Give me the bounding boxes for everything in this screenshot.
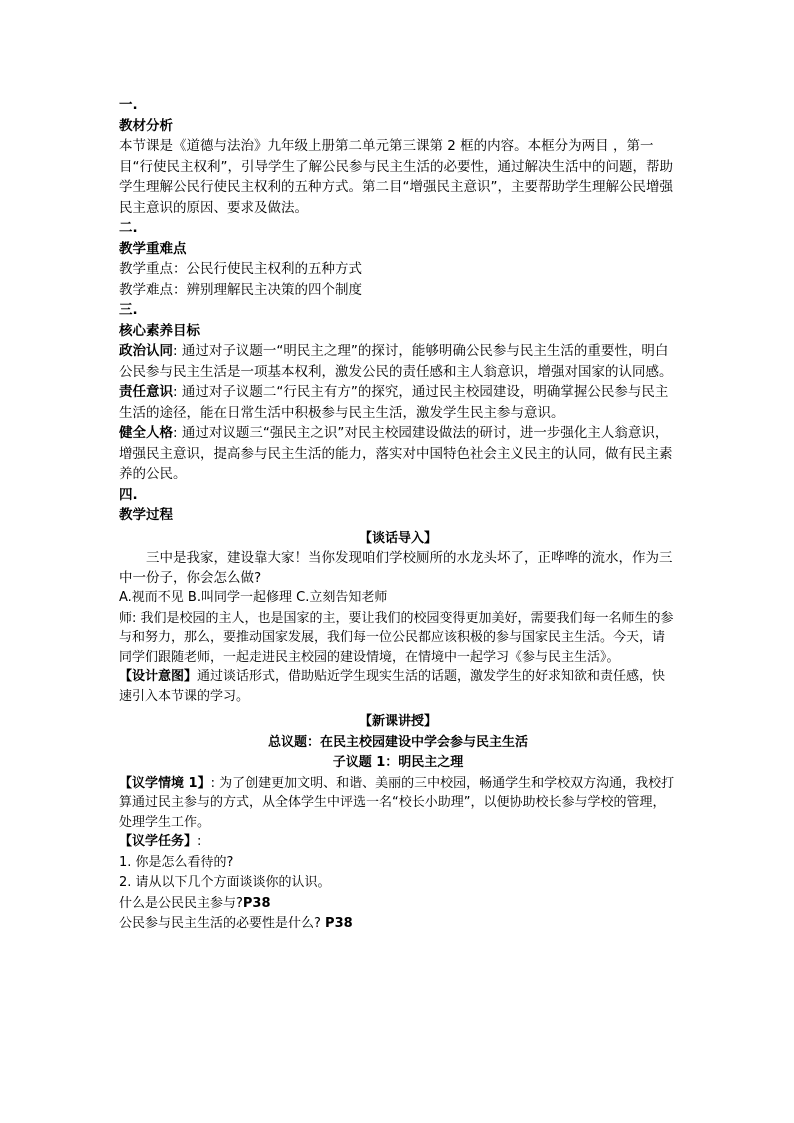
section-title-textbook-analysis: 教材分析	[119, 117, 173, 134]
section-title-key-points: 教学重难点	[119, 240, 187, 257]
section-number-1: 一.	[119, 97, 138, 113]
scenario-1	[119, 774, 677, 833]
goal-label: 政治认同	[119, 343, 173, 359]
task-item: 1. 你是怎么看待的?	[119, 854, 234, 870]
design-intent	[119, 667, 677, 706]
scenario-label: 【议学情境 1】	[119, 775, 211, 791]
design-intent-label: 【设计意图】	[119, 669, 198, 684]
textbook-analysis-paragraph: 本节课是《道德与法治》九年级上册第二单元第三课第 2 框的内容。本框分为两目 ，第一目“行使民主权利”，引导学生了解公民参与民主生活的必要性，通过解决生活中的问题，帮助学生理解公民行使民主权利的五种方式。第二目“增强民主意识”，主要帮助学生理解公民增强民主意识的原因、要求及做法。	[119, 138, 673, 216]
goal-personality	[119, 423, 677, 485]
task-heading	[119, 832, 677, 853]
task-colon: :	[197, 834, 202, 849]
goal-label: 责任意识	[119, 384, 173, 400]
page-reference: P38	[325, 916, 353, 931]
page-reference: P38	[242, 895, 271, 911]
teacher-paragraph: 师: 我们是校园的主人，也是国家的主，要让我们的校园变得更加美好，需要我们每一名师生的参与和努力，那么，要推动国家发展，我们每一位公民都应该积极的参与国家民主生活。今天，请同学们跟随老师，一起走进民主校园的建设情境，在情境中一起学习《参与民主生活》。	[119, 610, 674, 665]
teaching-difficult-point: 教学难点：辨别理解民主决策的四个制度	[119, 281, 362, 298]
design-intent-text: 通过谈话形式，借助贴近学生现实生活的话题，激发学生的好求知欲和责任感，快速引入本节课的学习。	[119, 669, 666, 704]
intro-paragraph: 三中是我家，建设靠大家！当你发现咱们学校厕所的水龙头坏了，正哗哗的流水，作为三中一份子，你会怎么做?	[119, 550, 673, 586]
section-number-3: 三.	[119, 302, 138, 318]
question-item	[119, 894, 677, 915]
section-number-4: 四.	[119, 486, 138, 503]
scenario-text: : 为了创建更加文明、和谐、美丽的三中校园，畅通学生和学校双方沟通，我校打算通过民主参与的方式，从全体学生中评选一名“校长小助理”，以便协助校长参与学校的管理，处理学生工作。	[119, 775, 675, 830]
teaching-key-point: 教学重点：公民行使民主权利的五种方式	[119, 261, 362, 277]
goal-political-identity	[119, 341, 677, 382]
main-topic: 总议题：在民主校园建设中学会参与民主生活	[267, 734, 528, 750]
goal-text: : 通过对议题三“强民主之识”对民主校园建设做法的研讨，进一步强化主人翁意识，增强民主意识，提高参与民主生活的能力，落实对中国特色社会主义民主的认同，做有民主素养的公民。	[119, 425, 673, 482]
question-text: 公民参与民主生活的必要性是什么?	[119, 916, 321, 931]
goal-text: : 通过对子议题二“行民主有方”的探究，通过民主校园建设，明确掌握公民参与民主生活的途径，能在日常生活中积极参与民主生活，激发学生民主参与意识。	[119, 384, 669, 421]
sub-topic-1: 子议题 1：明民主之理	[332, 755, 464, 770]
section-title-core-goals: 核心素养目标	[119, 322, 200, 339]
goal-responsibility	[119, 382, 677, 423]
goal-text: : 通过对子议题一“明民主之理”的探讨，能够明确公民参与民主生活的重要性，明白公民参与民主生活是一项基本权利，激发公民的责任感和主人翁意识，增强对国家的认同感。	[119, 343, 673, 380]
goal-label: 健全人格	[119, 425, 173, 441]
question-item	[119, 914, 677, 935]
answer-options: A.视而不见 B.叫同学一起修理 C.立刻告知老师	[119, 590, 388, 605]
document-content	[119, 95, 677, 935]
intro-heading: 【谈话导入】	[358, 530, 437, 546]
new-lesson-heading: 【新课讲授】	[358, 714, 437, 729]
task-item: 2. 请从以下几个方面谈谈你的认识。	[119, 875, 331, 890]
question-text: 什么是公民民主参与?	[119, 895, 243, 911]
section-title-teaching-process: 教学过程	[119, 507, 173, 523]
task-label: 【议学任务】	[119, 834, 198, 849]
section-number-2: 二.	[119, 220, 138, 236]
